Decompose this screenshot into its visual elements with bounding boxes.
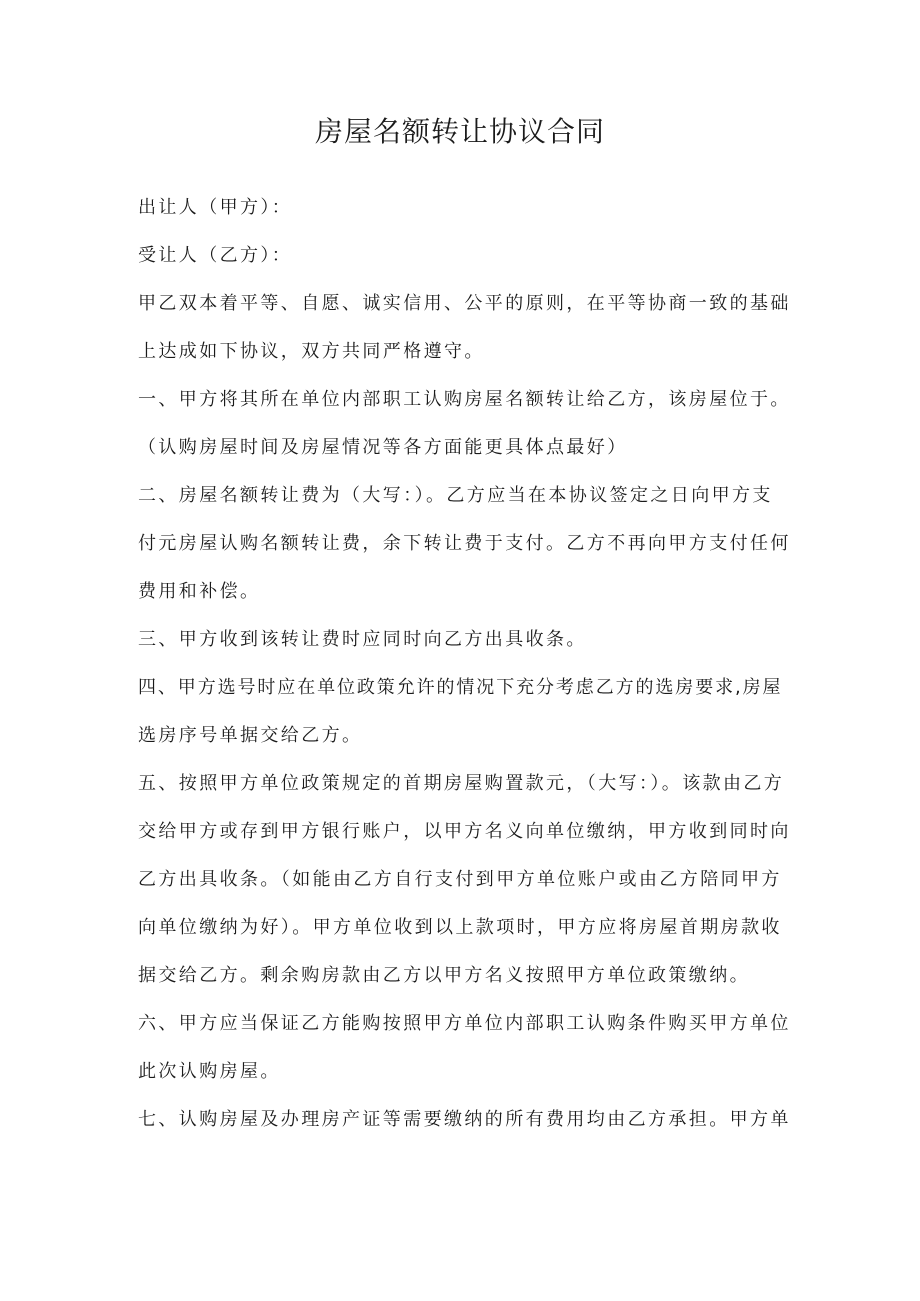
text-line: （认购房屋时间及房屋情况等各方面能更具体点最好） [138, 437, 628, 458]
document-title: 房屋名额转让协议合同 [314, 115, 605, 148]
text-line: 选房序号单据交给乙方。 [138, 725, 363, 746]
text-line: 向单位缴纳为好）。甲方单位收到以上款项时，甲方应将房屋首期房款收 [138, 917, 782, 938]
clause-2-line: 二、房屋名额转让费为（大写：）。乙方应当在本协议签定之日向甲方支 [138, 485, 773, 506]
text-line: 此次认购房屋。 [138, 1061, 281, 1082]
clause-4-line: 四、甲方选号时应在单位政策允许的情况下充分考虑乙方的选房要求,房屋 [138, 677, 783, 698]
text-line: 乙方出具收条。（如能由乙方自行支付到甲方单位账户或由乙方陪同甲方 [138, 869, 782, 890]
text-line: 付元房屋认购名额转让费，余下转让费于支付。乙方不再向甲方支付任何 [138, 533, 791, 554]
clause-7-line: 七、认购房屋及办理房产证等需要缴纳的所有费用均由乙方承担。甲方单 [138, 1109, 791, 1130]
clause-3-line: 三、甲方收到该转让费时应同时向乙方出具收条。 [138, 629, 587, 650]
clause-5-line: 五、按照甲方单位政策规定的首期房屋购置款元，（大写：）。该款由乙方 [138, 773, 785, 794]
text-line: 费用和补偿。 [138, 581, 261, 602]
text-line: 甲乙双本着平等、自愿、诚实信用、公平的原则，在平等协商一致的基础 [138, 293, 791, 314]
text-line: 上达成如下协议，双方共同严格遵守。 [138, 341, 485, 362]
clause-1-line: 一、甲方将其所在单位内部职工认购房屋名额转让给乙方，该房屋位于。 [138, 389, 791, 410]
clause-6-line: 六、甲方应当保证乙方能购按照甲方单位内部职工认购条件购买甲方单位 [138, 1013, 791, 1034]
text-line: 据交给乙方。剩余购房款由乙方以甲方名义按照甲方单位政策缴纳。 [138, 965, 750, 986]
party-a-line: 出让人（甲方）： [138, 197, 293, 218]
text-line: 交给甲方或存到甲方银行账户，以甲方名义向单位缴纳，甲方收到同时向 [138, 821, 791, 842]
party-b-line: 受让人（乙方）： [138, 245, 293, 266]
